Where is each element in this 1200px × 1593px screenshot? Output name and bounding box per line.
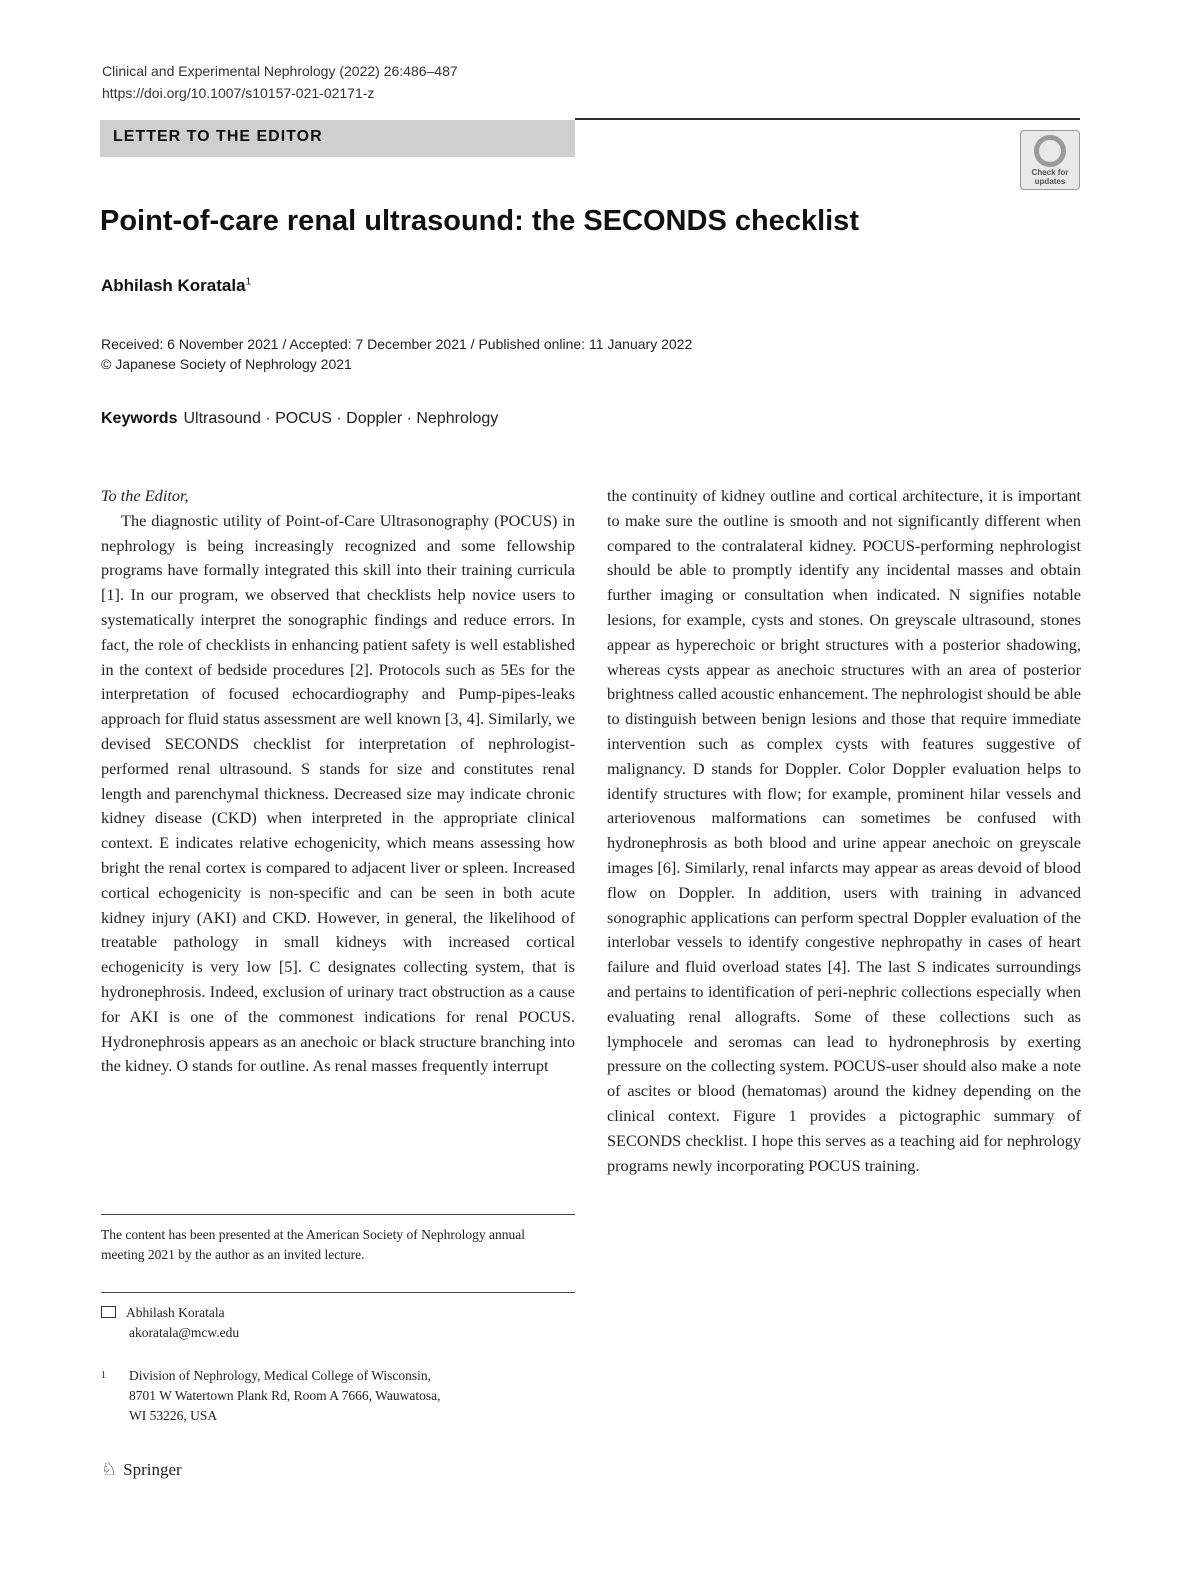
footnote: The content has been presented at the American Society of Nephrology annual meeting 2021 by the author as an invited lecture. <box>101 1227 525 1262</box>
update-ring-icon <box>1034 135 1066 167</box>
affiliation-number: 1 <box>101 1370 106 1381</box>
salutation: To the Editor, <box>101 486 189 505</box>
keywords-list: Ultrasound · POCUS · Doppler · Nephrology <box>183 410 499 427</box>
body-column-left <box>101 484 575 1079</box>
badge-label: Check for updates <box>1031 168 1069 186</box>
section-label: LETTER TO THE EDITOR <box>113 128 323 145</box>
article-title: Point-of-care renal ultrasound: the SECONDS checklist <box>100 205 859 237</box>
springer-logo-icon: ♘ <box>101 1459 118 1479</box>
author-line <box>101 276 251 296</box>
publisher-name: Springer <box>123 1460 182 1479</box>
doi-link[interactable]: https://doi.org/10.1007/s10157-021-02171-z <box>102 85 375 101</box>
body-text-right: the continuity of kidney outline and cortical architecture, it is important to make sure the outline is smooth and not significantly different when compared to the contralateral kidney. POCUS-performing nephrologist should be able to promptly identify any incidental masses and obtain further imaging or consultation when indicated. N signifies notable lesions, for example, cysts and stones. On greyscale ultrasound, stones appear as hyperechoic or bright structures with a posterior shadowing, whereas cysts appear as anechoic structures with an area of posterior brightness called acoustic enhancement. The nephrologist should be able to distinguish between benign lesions and those that require immediate intervention such as complex cysts with features suggestive of malignancy. D stands for Doppler. Color Doppler evaluation helps to identify structures with flow; for example, prominent hilar vessels and arteriovenous malformations can sometimes be confused with hydronephrosis as both blood and urine appear anechoic on greyscale images [6]. Similarly, renal infarcts may appear as areas devoid of blood flow on Doppler. In addition, users with training in advanced sonographic applications can perform spectral Doppler evaluation of the interlobar vessels to identify congestive nephropathy in cases of heart failure and fluid overload states [4]. The last S indicates surroundings and pertains to identification of peri-nephric collections especially when evaluating renal allografts. Some of these collections such as lymphocele and seromas can lead to hydronephrosis by exerting pressure on the collecting system. POCUS-user should also make a note of ascites or blood (hematomas) around the kidney depending on the clinical context. Figure 1 provides a pictographic summary of SECONDS checklist. I hope this serves as a teaching aid for nephrology programs newly incorporating POCUS training. <box>607 486 1081 1175</box>
header-rule <box>575 118 1080 120</box>
keywords <box>101 410 498 428</box>
affiliation-line: 8701 W Watertown Plank Rd, Room A 7666, Wauwatosa, <box>129 1388 441 1403</box>
correspondence <box>101 1303 239 1343</box>
journal-citation: Clinical and Experimental Nephrology (2022) 26:486–487 <box>102 63 458 79</box>
author-name[interactable]: Abhilash Koratala <box>101 276 246 295</box>
keywords-label: Keywords <box>101 410 178 427</box>
footnote-rule <box>101 1214 575 1215</box>
body-column-right <box>607 484 1081 1178</box>
author-affiliation-mark: 1 <box>245 276 252 288</box>
footnote-rule <box>101 1292 575 1293</box>
body-text-left: The diagnostic utility of Point-of-Care Ultrasonography (POCUS) in nephrology is being increasingly recognized and some fellowship programs have formally integrated this skill into their training curricula [1]. In our program, we observed that checklists help novice users to systematically interpret the sonographic findings and reduce errors. In fact, the role of checklists in enhancing patient safety is well established in the context of bedside procedures [2]. Protocols such as 5Es for the interpretation of focused echocardiography and Pump-pipes-leaks approach for fluid status assessment are well known [3, 4]. Similarly, we devised SECONDS checklist for interpretation of nephrologist-performed renal ultrasound. S stands for size and constitutes renal length and parenchymal thickness. Decreased size may indicate chronic kidney disease (CKD) when interpreted in the appropriate clinical context. E indicates relative echogenicity, which means assessing how bright the renal cortex is compared to adjacent liver or spleen. Increased cortical echogenicity is non-specific and can be seen in both acute kidney injury (AKI) and CKD. However, in general, the likelihood of treatable pathology in small kidneys with increased cortical echogenicity is very low [5]. C designates collecting system, that is hydronephrosis. Indeed, exclusion of urinary tract obstruction as a cause for AKI is one of the commonest indications for renal POCUS. Hydronephrosis appears as an anechoic or black structure branching into the kidney. O stands for outline. As renal masses frequently interrupt <box>101 510 575 1076</box>
copyright: © Japanese Society of Nephrology 2021 <box>101 356 352 372</box>
publisher-footer <box>101 1459 182 1480</box>
affiliation-line: Division of Nephrology, Medical College of Wisconsin, <box>129 1368 432 1383</box>
affiliation <box>101 1366 440 1426</box>
affiliation-line: WI 53226, USA <box>129 1408 218 1423</box>
check-for-updates-badge[interactable] <box>1020 130 1080 190</box>
correspondence-email[interactable]: akoratala@mcw.edu <box>129 1325 240 1340</box>
envelope-icon <box>101 1306 116 1318</box>
publication-dates: Received: 6 November 2021 / Accepted: 7 December 2021 / Published online: 11 January 2022 <box>101 336 693 352</box>
correspondence-name: Abhilash Koratala <box>126 1305 225 1320</box>
